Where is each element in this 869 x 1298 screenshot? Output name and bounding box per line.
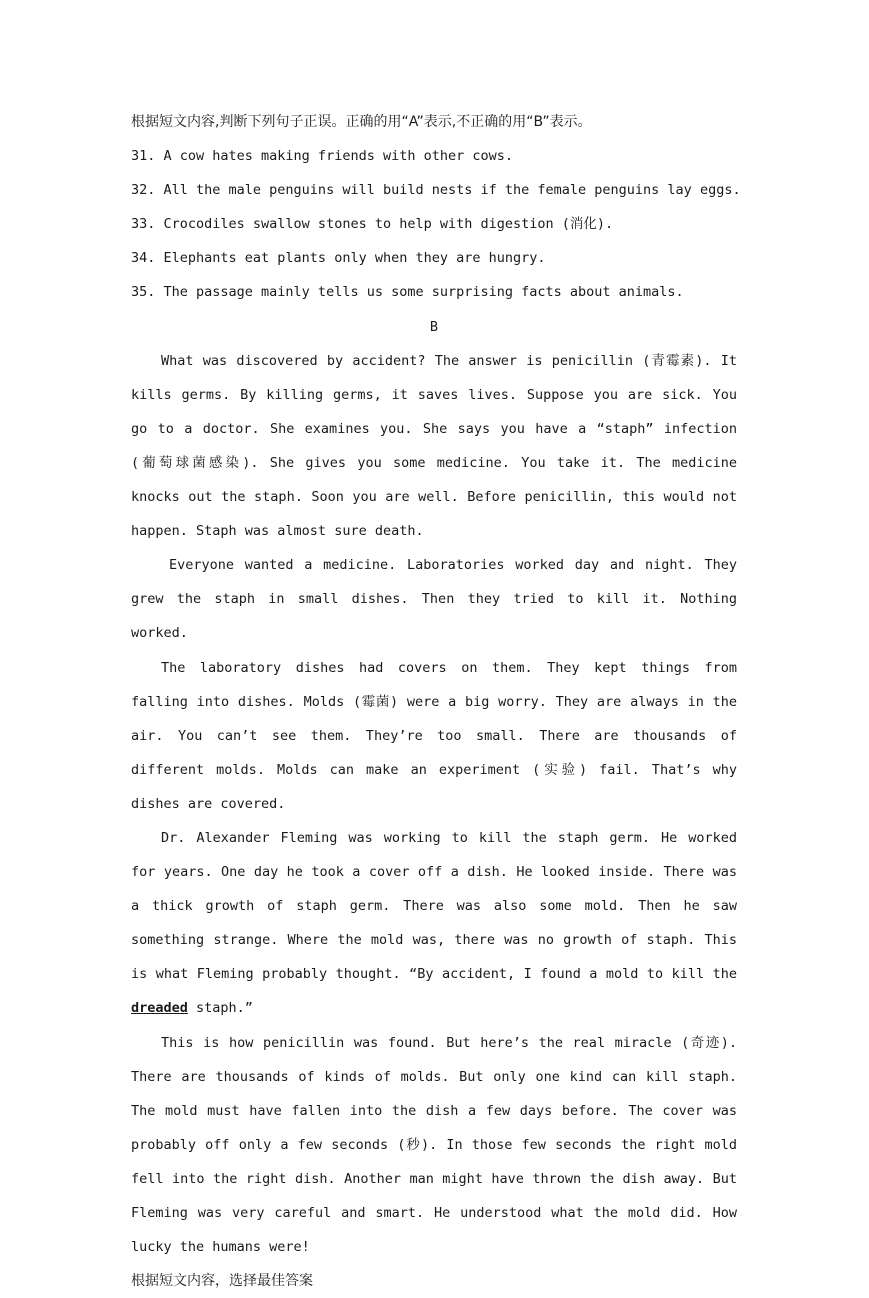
true-false-instruction: 根据短文内容,判断下列句子正误。正确的用“A”表示,不正确的用“B”表示。 [131,114,592,130]
passage-paragraph-3: The laboratory dishes had covers on them. They kept things from falling into dishes. Molds (霉菌) were a big worry. They are always in the air. You can’t see them. They’re too small. There are thousands of different molds. Molds can make an experiment (实验) fail. That’s why dishes are covered. [131,659,737,812]
multiple-choice-instruction: 根据短文内容，选择最佳答案 [131,1273,313,1290]
question-32: 32. All the male penguins will build nests if the female penguins lay eggs. [131,182,741,199]
passage-paragraph-5: This is how penicillin was found. But here’s the real miracle (奇迹). There are thousands of kinds of molds. But only one kind can kill staph. The mold must have fallen into the dish a few days before. The cover was probably off only a few seconds (秒). In those few seconds the right mold fell into the right dish. Another man might have thrown the dish away. But Fleming was very careful and smart. He understood what the mold did. How lucky the humans were! [131,1034,737,1256]
passage-paragraph-2: Everyone wanted a medicine. Laboratories worked day and night. They grew the staph in small dishes. Then they tried to kill it. Nothing worked. [131,557,737,642]
question-31: 31. A cow hates making friends with other cows. [131,148,514,165]
question-34: 34. Elephants eat plants only when they are hungry. [131,250,546,267]
question-35: 35. The passage mainly tells us some surprising facts about animals. [131,284,684,301]
paragraph-4-text-after: staph.” [187,1000,253,1017]
passage-paragraph-1: What was discovered by accident? The answer is penicillin (青霉素). It kills germs. By killing germs, it saves lives. Suppose you are sick. You go to a doctor. She examines you. She says you have a “staph” infection (葡萄球菌感染). She gives you some medicine. You take it. The medicine knocks out the staph. Soon you are well. Before penicillin, this would not happen. Staph was almost sure death. [131,352,737,540]
section-heading: B [429,318,439,335]
passage-paragraph-4 [131,821,737,1026]
paragraph-4-text-before: Dr. Alexander Fleming was working to kill the staph germ. He worked for years. One day he took a cover off a dish. He looked inside. There was a thick growth of staph germ. There was also some mold. Then he saw something strange. Where the mold was, there was no growth of staph. This is what Fleming probably thought. “By accident, I found a mold to kill the [131,829,737,983]
document-page [131,105,741,1298]
question-33: 33. Crocodiles swallow stones to help with digestion (消化). [131,216,614,233]
underlined-word: dreaded [131,1000,188,1017]
